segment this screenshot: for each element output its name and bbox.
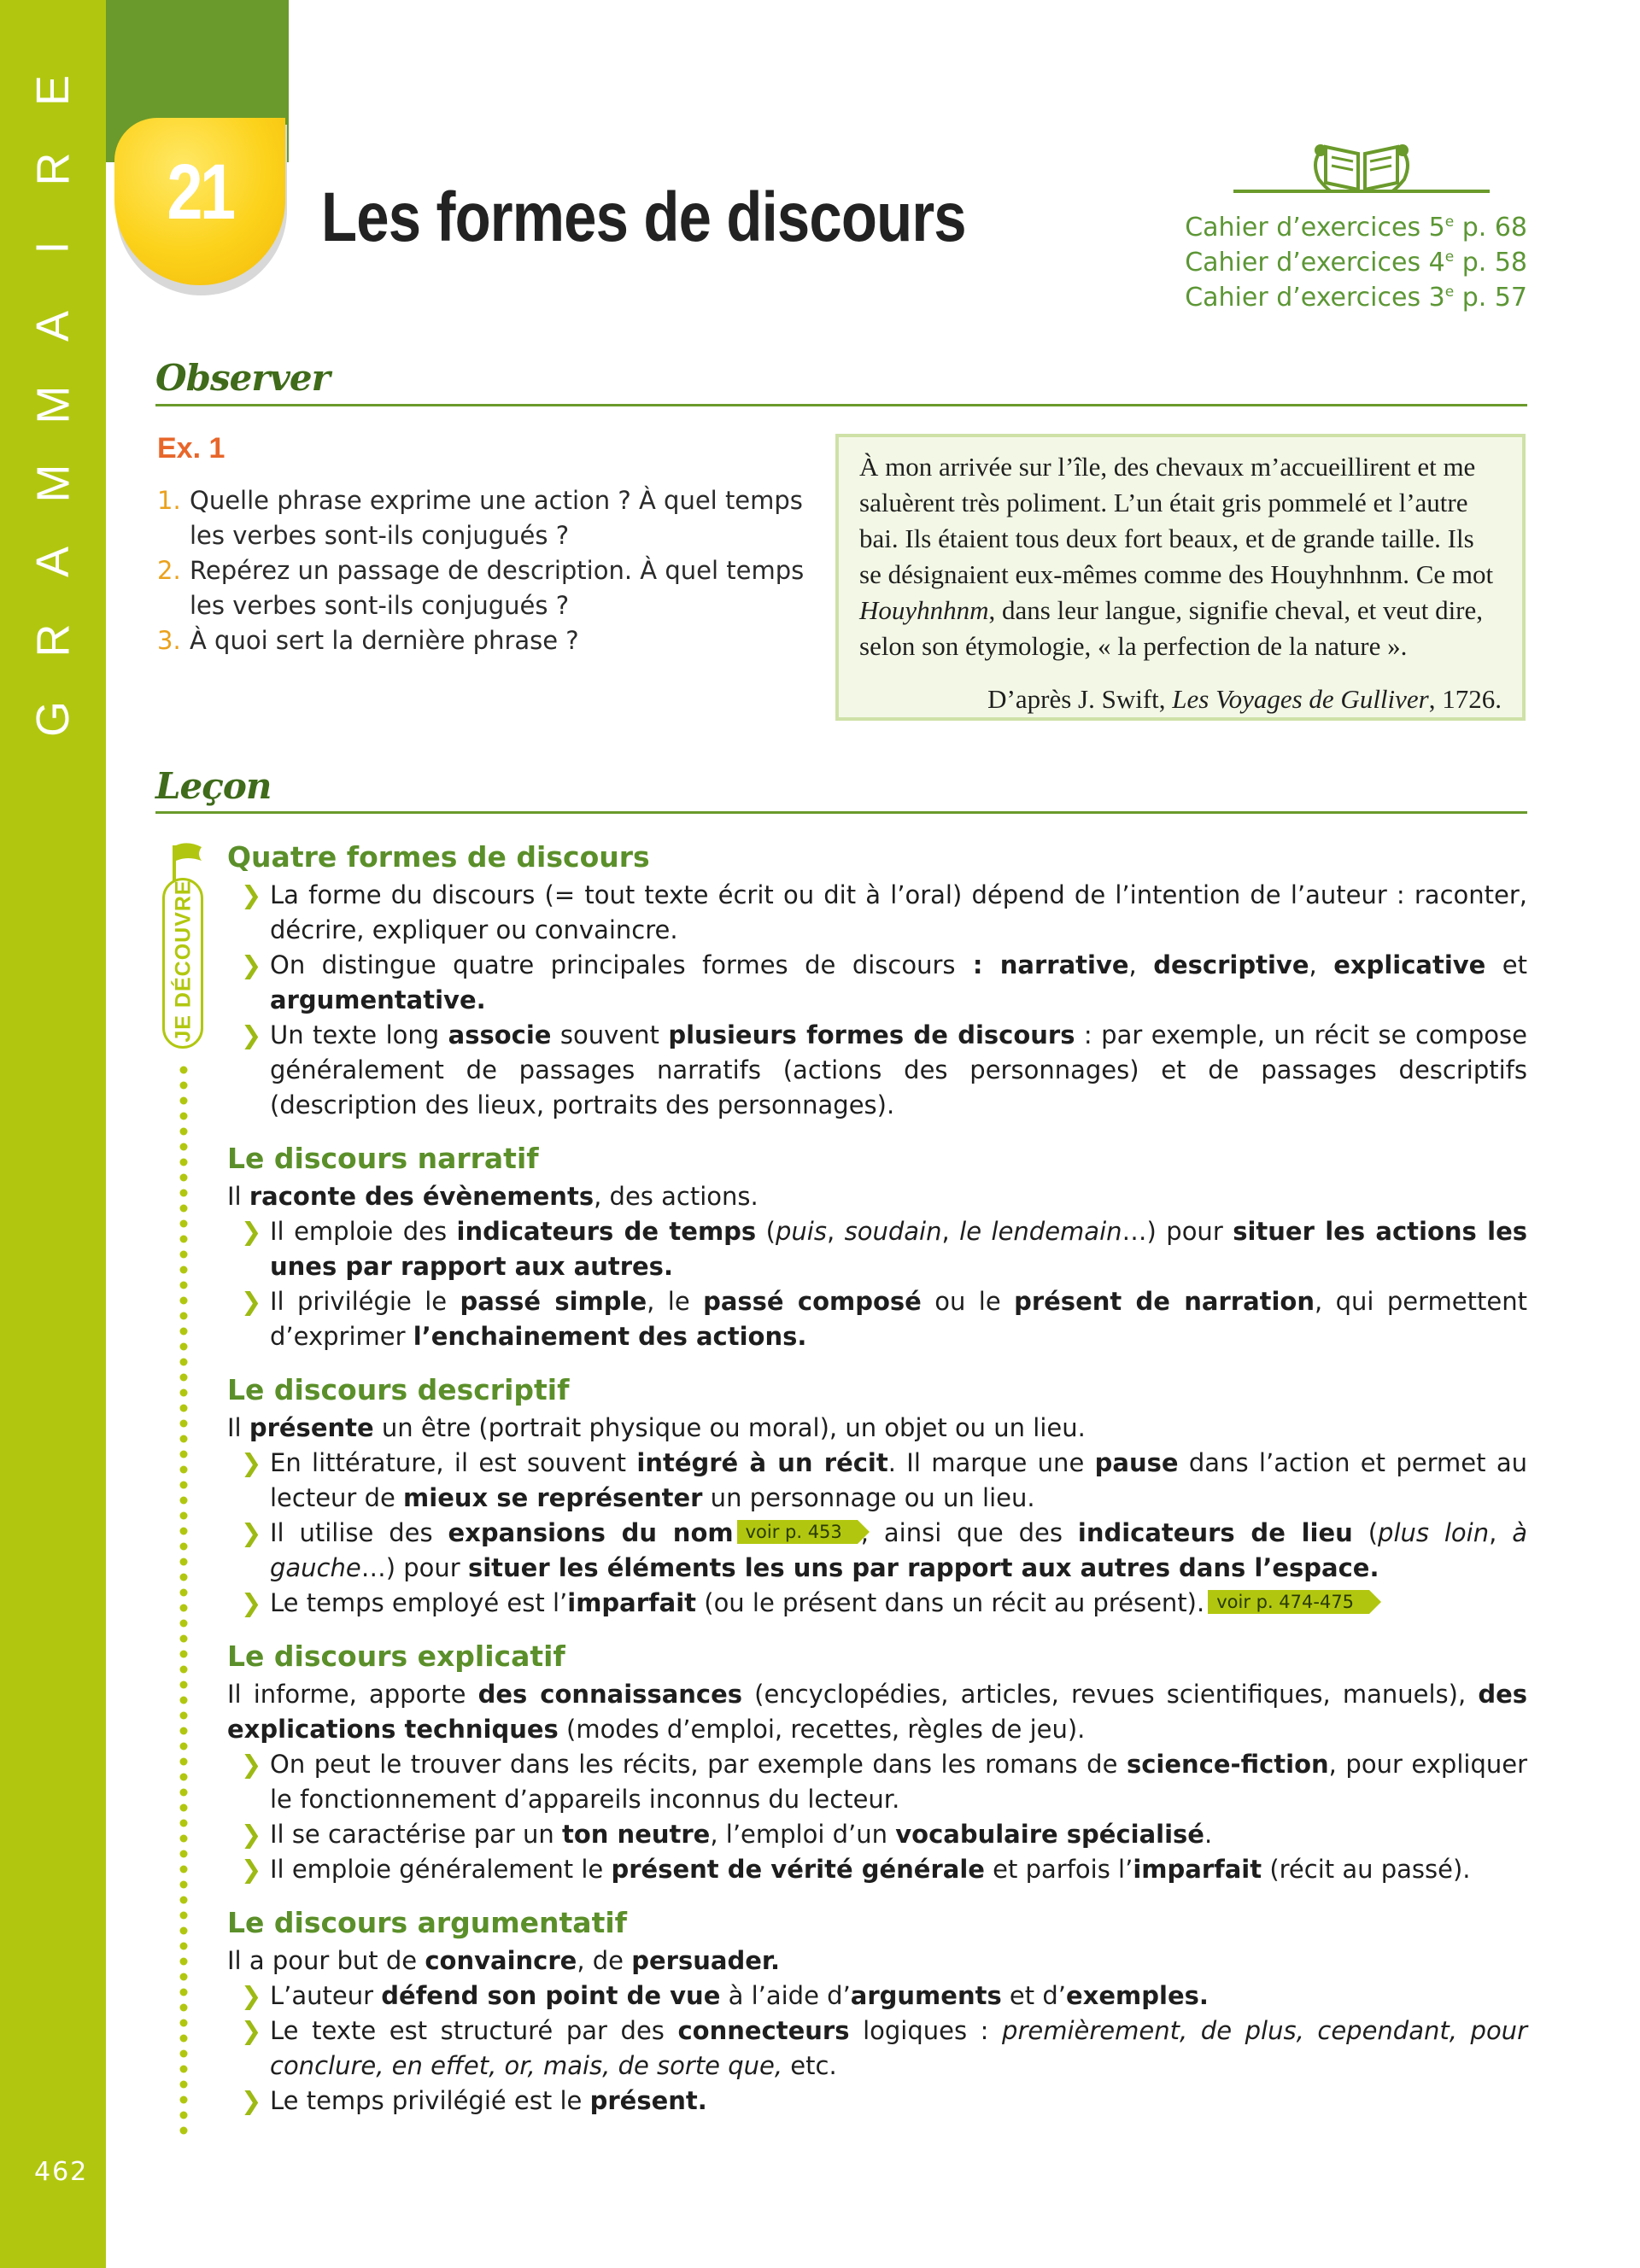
subsection-title: Le discours explicatif bbox=[227, 1640, 565, 1673]
literary-excerpt bbox=[835, 434, 1526, 721]
list-item: ❯ Le temps employé est l’imparfait (ou le présent dans un récit au présent). voir p. 474-475 bbox=[227, 1586, 1527, 1621]
label-letter: G bbox=[26, 700, 79, 738]
list-item: ❯ On peut le trouver dans les récits, par exemple dans les romans de science-fiction, pour expliquer le fonctionnement d’appareils inconnus du lecteur. bbox=[227, 1747, 1527, 1817]
label-letter: R bbox=[27, 623, 79, 658]
chevron-right-icon: ❯ bbox=[241, 2016, 262, 2045]
workbook-ref: Cahier d’exercices 3e p. 57 bbox=[1185, 283, 1527, 313]
question-text: Quelle phrase exprime une action ? À quel temps les verbes sont-ils conjugués ? bbox=[190, 486, 803, 550]
question-item bbox=[157, 553, 823, 623]
workbook-references bbox=[1110, 210, 1527, 315]
chevron-right-icon: ❯ bbox=[241, 1287, 262, 1316]
chevron-right-icon: ❯ bbox=[241, 1855, 262, 1884]
chevron-right-icon: ❯ bbox=[241, 1750, 262, 1779]
excerpt-source: D’après J. Swift, Les Voyages de Gulliver, 1726. bbox=[987, 684, 1502, 714]
list-item: ❯ Il emploie des indicateurs de temps (puis, soudain, le lendemain…) pour situer les actions les unes par rapport aux autres. bbox=[227, 1214, 1527, 1284]
label-letter: M bbox=[27, 464, 79, 503]
section-divider bbox=[155, 811, 1527, 814]
question-list bbox=[157, 483, 823, 658]
list-item: ❯ L’auteur défend son point de vue à l’aide d’arguments et d’exemples. bbox=[227, 1979, 1527, 2014]
section-divider bbox=[155, 404, 1527, 406]
chevron-right-icon: ❯ bbox=[241, 1588, 262, 1617]
question-number: 1. bbox=[157, 486, 181, 515]
je-decouvre-label: JE DÉCOUVRE bbox=[171, 880, 196, 1043]
dotted-guide bbox=[178, 1064, 190, 2136]
chevron-right-icon: ❯ bbox=[241, 1020, 262, 1049]
question-text: Repérez un passage de description. À quel temps les verbes sont-ils conjugués ? bbox=[190, 556, 805, 620]
question-item bbox=[157, 483, 823, 553]
label-letter: A bbox=[27, 310, 79, 342]
lecon-content bbox=[227, 837, 1527, 2119]
list-item: ❯ Un texte long associe souvent plusieurs formes de discours : par exemple, un récit se compose généralement de passages narratifs (actions des personnages) et de passages descriptifs (description des lieux, portraits des personnages). bbox=[227, 1018, 1527, 1123]
subsection-title: Le discours descriptif bbox=[227, 1373, 570, 1406]
page-number: 462 bbox=[34, 2157, 89, 2187]
label-letter: I bbox=[26, 241, 79, 254]
vertical-section-label bbox=[26, 51, 79, 758]
label-letter: R bbox=[27, 152, 79, 186]
question-number: 3. bbox=[157, 626, 181, 655]
chapter-title: Les formes de discours bbox=[321, 178, 966, 256]
list-item: ❯ Il utilise des expansions du nom voir p. 453 , ainsi que des indicateurs de lieu (plus loin, à gauche…) pour situer les éléments les uns par rapport aux autres dans l’espace. bbox=[227, 1516, 1527, 1586]
subsection-intro: Il présente un être (portrait physique ou moral), un objet ou un lieu. bbox=[227, 1413, 1086, 1442]
subsection-intro: Il informe, apporte des connaissances (encyclopédies, articles, revues scientifiques, manuels), des explications techniques (modes d’emploi, recettes, règles de jeu). bbox=[227, 1680, 1528, 1744]
lecon-heading: Leçon bbox=[155, 765, 272, 807]
list-item: ❯ Il emploie généralement le présent de vérité générale et parfois l’imparfait (récit au passé). bbox=[227, 1852, 1527, 1887]
list-item: ❯ En littérature, il est souvent intégré à un récit. Il marque une pause dans l’action et permet au lecteur de mieux se représenter un personnage ou un lieu. bbox=[227, 1446, 1527, 1516]
chevron-right-icon: ❯ bbox=[241, 1217, 262, 1246]
chevron-right-icon: ❯ bbox=[241, 1981, 262, 2010]
question-text: À quoi sert la dernière phrase ? bbox=[190, 626, 579, 655]
subsection-title: Quatre formes de discours bbox=[227, 840, 650, 874]
exercise-label: Ex. 1 bbox=[157, 432, 226, 465]
chevron-right-icon: ❯ bbox=[241, 950, 262, 979]
excerpt-text: À mon arrivée sur l’île, des chevaux m’accueillirent et me saluèrent très poliment. L’un était gris pommelé et l’autre bai. Ils étaient tous deux fort beaux, et de grande taille. Ils se désignaient eux-mêmes comme des Houyhnhnm. Ce mot Houyhnhnm, dans leur langue, signifie cheval, et veut dire, selon son étymologie, « la perfection de la nature ». bbox=[859, 452, 1494, 661]
subsection-intro: Il a pour but de convaincre, de persuader. bbox=[227, 1946, 781, 1975]
page-reference-link[interactable]: voir p. 474-475 bbox=[1208, 1590, 1369, 1614]
list-item: ❯ La forme du discours (= tout texte écrit ou dit à l’oral) dépend de l’intention de l’auteur : raconter, décrire, expliquer ou convaincre. bbox=[227, 878, 1527, 948]
chevron-right-icon: ❯ bbox=[241, 1518, 262, 1547]
label-letter: E bbox=[27, 74, 79, 107]
label-letter: A bbox=[27, 546, 79, 578]
chevron-right-icon: ❯ bbox=[241, 1820, 262, 1849]
list-item: ❯ Le texte est structuré par des connecteurs logiques : premièrement, de plus, cependant, pour conclure, en effet, or, mais, de sorte que, etc. bbox=[227, 2014, 1527, 2084]
observer-heading: Observer bbox=[155, 357, 330, 399]
subsection-title: Le discours narratif bbox=[227, 1142, 539, 1175]
open-book-icon bbox=[1233, 128, 1490, 196]
list-item: ❯ Il privilégie le passé simple, le passé composé ou le présent de narration, qui permettent d’exprimer l’enchainement des actions. bbox=[227, 1284, 1527, 1354]
page-reference-link[interactable]: voir p. 453 bbox=[737, 1520, 858, 1544]
chevron-right-icon: ❯ bbox=[241, 1448, 262, 1477]
question-item bbox=[157, 623, 823, 658]
label-letter: M bbox=[27, 385, 79, 424]
workbook-ref: Cahier d’exercices 5e p. 68 bbox=[1185, 213, 1527, 243]
list-item: ❯ Le temps privilégié est le présent. bbox=[227, 2084, 1527, 2119]
chevron-right-icon: ❯ bbox=[241, 880, 262, 909]
subsection-intro: Il raconte des évènements, des actions. bbox=[227, 1182, 758, 1211]
chapter-badge bbox=[114, 118, 285, 285]
list-item: ❯ On distingue quatre principales formes de discours : narrative, descriptive, explicative et argumentative. bbox=[227, 948, 1527, 1018]
list-item: ❯ Il se caractérise par un ton neutre, l’emploi d’un vocabulaire spécialisé. bbox=[227, 1817, 1527, 1852]
workbook-ref: Cahier d’exercices 4e p. 58 bbox=[1185, 248, 1527, 278]
chevron-right-icon: ❯ bbox=[241, 2086, 262, 2115]
chapter-number: 21 bbox=[167, 148, 233, 236]
subsection-title: Le discours argumentatif bbox=[227, 1906, 628, 1939]
question-number: 2. bbox=[157, 556, 181, 585]
